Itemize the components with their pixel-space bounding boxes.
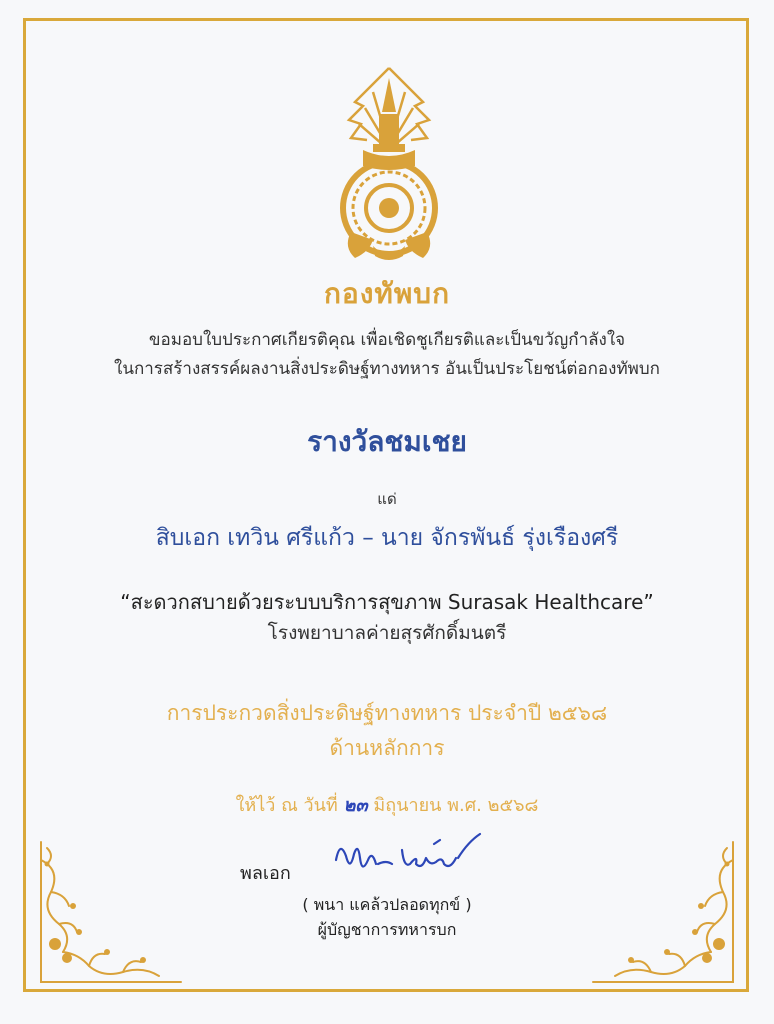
unit-name: กองทัพบก bbox=[323, 277, 451, 310]
date-prefix: ให้ไว้ ณ วันที่ bbox=[235, 795, 344, 816]
intro-text-line-1: ขอมอบใบประกาศเกียรติคุณ เพื่อเชิดชูเกียรติและเป็นขวัญกำลังใจ bbox=[148, 330, 626, 350]
to-label: แด่ bbox=[377, 490, 397, 508]
floral-corner-ornament-icon bbox=[591, 840, 741, 990]
contest-category: ด้านหลักการ bbox=[329, 736, 445, 760]
handwritten-signature bbox=[330, 830, 490, 886]
floral-corner-ornament-icon bbox=[33, 840, 183, 990]
hospital-name: โรงพยาบาลค่ายสุรศักดิ์มนตรี bbox=[267, 622, 507, 644]
signer-position: ผู้บัญชาการทหารบก bbox=[317, 920, 457, 939]
date-day: ๒๓ bbox=[343, 795, 368, 816]
date-suffix: มิถุนายน พ.ศ. ๒๕๖๘ bbox=[367, 795, 539, 816]
intro-text-line-2: ในการสร้างสรรค์ผลงานสิ่งประดิษฐ์ทางทหาร อันเป็นประโยชน์ต่อกองทัพบก bbox=[114, 359, 660, 379]
royal-thai-army-emblem-icon bbox=[333, 62, 445, 264]
issue-date bbox=[0, 790, 774, 819]
award-title: รางวัลชมเชย bbox=[307, 425, 467, 458]
contest-title: การประกวดสิ่งประดิษฐ์ทางทหาร ประจำปี ๒๕๖๘ bbox=[166, 701, 608, 725]
signer-rank: พลเอก bbox=[240, 863, 291, 884]
project-title: “สะดวกสบายด้วยระบบบริการสุขภาพ Surasak Healthcare” bbox=[120, 590, 654, 614]
signer-name: ( พนา แคล้วปลอดทุกข์ ) bbox=[302, 895, 472, 914]
recipient-names: สิบเอก เทวิน ศรีแก้ว – นาย จักรพันธ์ รุ่งเรืองศรี bbox=[155, 525, 619, 551]
